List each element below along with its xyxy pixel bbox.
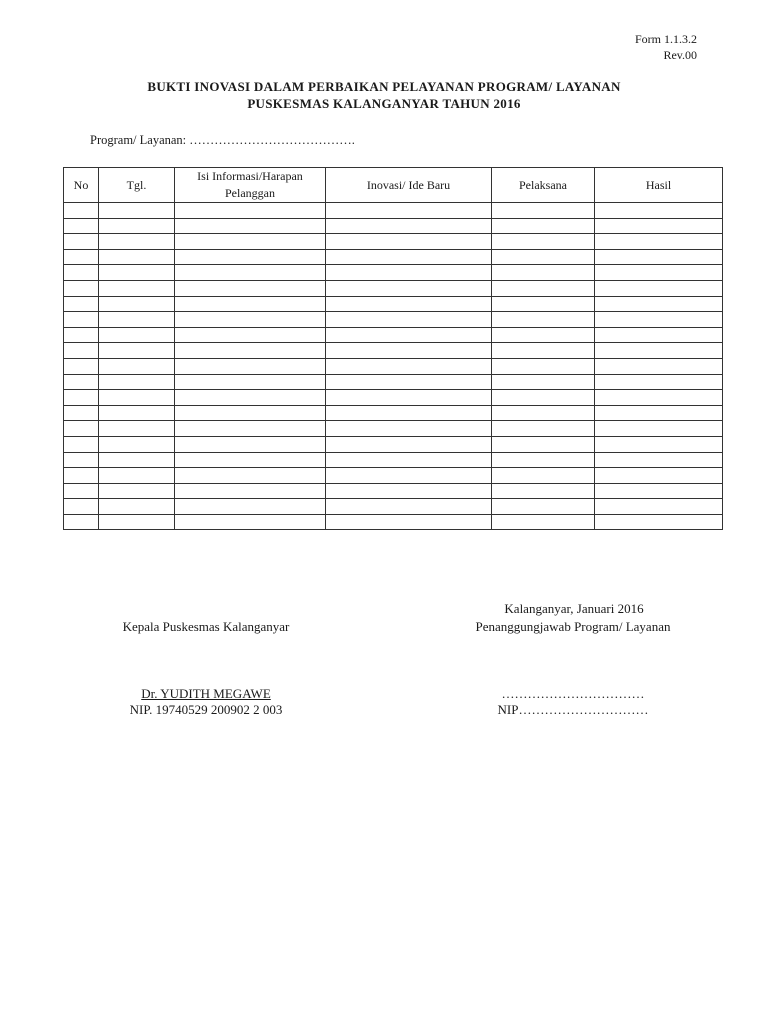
table-cell	[492, 358, 595, 374]
table-cell	[175, 405, 326, 421]
table-cell	[175, 499, 326, 515]
table-cell	[99, 421, 175, 437]
form-number-block	[635, 31, 697, 63]
left-signatory-nip: NIP. 19740529 200902 2 003	[129, 702, 283, 717]
table-cell	[175, 421, 326, 437]
header-customer-info: Isi Informasi/Harapan Pelanggan	[175, 168, 326, 203]
table-cell	[326, 468, 492, 484]
table-cell	[99, 203, 175, 219]
table-cell	[64, 312, 99, 328]
table-cell	[99, 405, 175, 421]
table-cell	[64, 327, 99, 343]
table-cell	[492, 312, 595, 328]
table-cell	[595, 312, 723, 328]
table-cell	[99, 312, 175, 328]
table-cell	[175, 327, 326, 343]
table-row	[64, 405, 723, 421]
table-row	[64, 483, 723, 499]
table-cell	[175, 358, 326, 374]
table-cell	[595, 296, 723, 312]
table-row	[64, 499, 723, 515]
table-cell	[99, 218, 175, 234]
table-cell	[595, 358, 723, 374]
table-cell	[175, 203, 326, 219]
table-cell	[99, 436, 175, 452]
table-cell	[595, 249, 723, 265]
table-cell	[64, 249, 99, 265]
table-cell	[595, 405, 723, 421]
table-cell	[492, 296, 595, 312]
table-cell	[64, 203, 99, 219]
table-cell	[326, 280, 492, 296]
table-cell	[492, 483, 595, 499]
table-cell	[492, 421, 595, 437]
table-cell	[99, 499, 175, 515]
table-cell	[99, 514, 175, 530]
table-row	[64, 358, 723, 374]
document-title-line2: PUSKESMAS KALANGANYAR TAHUN 2016	[247, 96, 521, 111]
table-cell	[326, 327, 492, 343]
table-cell	[99, 327, 175, 343]
table-row	[64, 280, 723, 296]
table-cell	[595, 452, 723, 468]
table-cell	[595, 234, 723, 250]
table-cell	[175, 343, 326, 359]
left-signatory-role: Kepala Puskesmas Kalanganyar	[122, 619, 290, 634]
form-number: Form 1.1.3.2	[634, 32, 697, 46]
table-header-row	[64, 168, 723, 203]
table-cell	[326, 234, 492, 250]
table-cell	[64, 421, 99, 437]
table-cell	[175, 280, 326, 296]
table-cell	[99, 249, 175, 265]
header-result: Hasil	[595, 168, 723, 203]
table-cell	[492, 234, 595, 250]
table-cell	[326, 265, 492, 281]
table-cell	[64, 468, 99, 484]
table-cell	[595, 421, 723, 437]
table-row	[64, 343, 723, 359]
table-cell	[99, 483, 175, 499]
table-cell	[99, 358, 175, 374]
table-cell	[175, 218, 326, 234]
table-cell	[64, 514, 99, 530]
table-cell	[99, 234, 175, 250]
table-row	[64, 327, 723, 343]
table-cell	[175, 265, 326, 281]
table-cell	[64, 265, 99, 281]
table-cell	[492, 203, 595, 219]
table-cell	[64, 499, 99, 515]
table-cell	[175, 483, 326, 499]
table-cell	[64, 296, 99, 312]
table-cell	[326, 390, 492, 406]
table-cell	[492, 436, 595, 452]
table-cell	[595, 343, 723, 359]
table-row	[64, 234, 723, 250]
table-cell	[326, 436, 492, 452]
table-cell	[175, 249, 326, 265]
right-signatory-nip: NIP…………………………	[497, 702, 649, 717]
table-cell	[595, 203, 723, 219]
document-title-line1: BUKTI INOVASI DALAM PERBAIKAN PELAYANAN PROGRAM/ LAYANAN	[147, 79, 621, 94]
table-row	[64, 468, 723, 484]
table-cell	[595, 499, 723, 515]
table-row	[64, 218, 723, 234]
table-cell	[492, 280, 595, 296]
table-row	[64, 296, 723, 312]
header-no: No	[64, 168, 99, 203]
table-cell	[326, 218, 492, 234]
table-cell	[175, 514, 326, 530]
table-cell	[492, 265, 595, 281]
table-cell	[64, 452, 99, 468]
table-cell	[175, 312, 326, 328]
table-cell	[595, 390, 723, 406]
table-row	[64, 514, 723, 530]
table-cell	[492, 452, 595, 468]
table-cell	[175, 436, 326, 452]
table-row	[64, 436, 723, 452]
table-cell	[595, 218, 723, 234]
table-cell	[595, 280, 723, 296]
table-cell	[64, 483, 99, 499]
table-cell	[492, 499, 595, 515]
table-cell	[175, 296, 326, 312]
table-cell	[99, 468, 175, 484]
table-cell	[175, 390, 326, 406]
table-cell	[492, 514, 595, 530]
table-row	[64, 390, 723, 406]
table-cell	[64, 234, 99, 250]
table-cell	[99, 343, 175, 359]
innovation-table	[63, 167, 723, 530]
table-cell	[99, 390, 175, 406]
header-date: Tgl.	[99, 168, 175, 203]
table-cell	[64, 218, 99, 234]
table-row	[64, 374, 723, 390]
table-row	[64, 203, 723, 219]
table-cell	[64, 374, 99, 390]
table-cell	[492, 218, 595, 234]
table-cell	[595, 436, 723, 452]
program-field-label: Program/ Layanan: ………………………………….	[90, 133, 355, 147]
table-cell	[326, 405, 492, 421]
table-cell	[175, 468, 326, 484]
table-cell	[64, 436, 99, 452]
table-cell	[64, 405, 99, 421]
table-row	[64, 249, 723, 265]
table-cell	[326, 358, 492, 374]
header-innovation: Inovasi/ Ide Baru	[326, 168, 492, 203]
left-signatory-name: Dr. YUDITH MEGAWE	[141, 686, 271, 701]
table-cell	[492, 327, 595, 343]
place-date: Kalanganyar, Januari 2016	[504, 601, 644, 616]
table-row	[64, 312, 723, 328]
table-cell	[326, 312, 492, 328]
table-cell	[492, 343, 595, 359]
table-cell	[595, 483, 723, 499]
table-row	[64, 452, 723, 468]
table-cell	[492, 249, 595, 265]
table-cell	[99, 452, 175, 468]
table-cell	[326, 483, 492, 499]
header-executor: Pelaksana	[492, 168, 595, 203]
table-cell	[595, 374, 723, 390]
table-cell	[326, 343, 492, 359]
table-cell	[595, 468, 723, 484]
right-signatory-name: ……………………………	[501, 686, 645, 701]
right-signatory-role: Penanggungjawab Program/ Layanan	[475, 619, 671, 634]
table-cell	[64, 343, 99, 359]
table-cell	[326, 296, 492, 312]
table-cell	[326, 374, 492, 390]
table-row	[64, 421, 723, 437]
table-cell	[99, 280, 175, 296]
table-cell	[326, 499, 492, 515]
table-cell	[595, 265, 723, 281]
table-cell	[326, 452, 492, 468]
table-cell	[492, 390, 595, 406]
table-cell	[175, 452, 326, 468]
table-cell	[64, 390, 99, 406]
form-revision: Rev.00	[663, 48, 697, 62]
table-cell	[492, 405, 595, 421]
table-cell	[99, 374, 175, 390]
table-cell	[595, 514, 723, 530]
table-cell	[99, 296, 175, 312]
table-cell	[492, 468, 595, 484]
table-cell	[64, 358, 99, 374]
table-cell	[326, 203, 492, 219]
table-body	[64, 203, 723, 530]
table-cell	[99, 265, 175, 281]
table-cell	[492, 374, 595, 390]
table-cell	[64, 280, 99, 296]
table-cell	[595, 327, 723, 343]
table-cell	[175, 234, 326, 250]
table-cell	[326, 249, 492, 265]
table-cell	[326, 514, 492, 530]
table-cell	[175, 374, 326, 390]
table-row	[64, 265, 723, 281]
table-cell	[326, 421, 492, 437]
